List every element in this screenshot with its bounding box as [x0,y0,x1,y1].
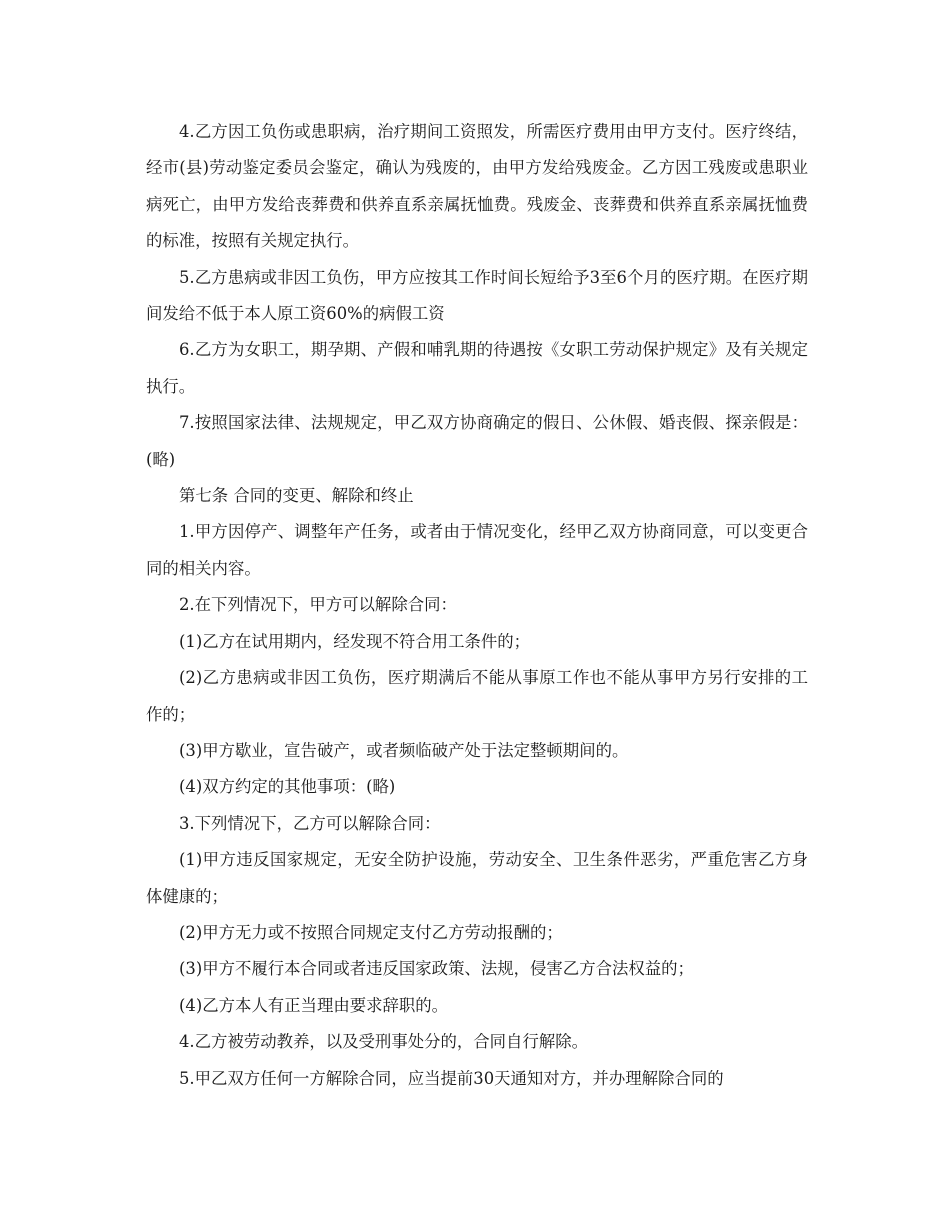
paragraph-contract-change: 1.甲方因停产、调整年产任务，或者由于情况变化，经甲乙双方协商同意，可以变更合同的相关内容。 [146,522,808,578]
list-item: (1)甲方违反国家规定，无安全防护设施，劳动安全、卫生条件恶劣，严重危害乙方身体健康的； [146,850,808,906]
document-body [146,114,808,1097]
list-item: (3)甲方不履行本合同或者违反国家政策、法规，侵害乙方合法权益的； [179,959,694,979]
paragraph-employer-termination: 2.在下列情况下，甲方可以解除合同： [179,595,457,615]
list-item: (4)乙方本人有正当理由要求辞职的。 [179,995,449,1015]
paragraph-work-injury: 4.乙方因工负伤或患职病，治疗期间工资照发，所需医疗费用由甲方支付。医疗终结，经市(县)劳动鉴定委员会鉴定，确认为残废的，由甲方发给残废金。乙方因工残废或患职业病死亡，由甲方发给丧葬费和供养直系亲属抚恤费。残废金、丧葬费和供养直系亲属抚恤费的标准，按照有关规定执行。 [146,122,808,251]
paragraph-automatic-termination: 4.乙方被劳动教养，以及受刑事处分的，合同自行解除。 [179,1032,589,1052]
list-item: (2)乙方患病或非因工负伤，医疗期满后不能从事原工作也不能从事甲方另行安排的工作的； [146,668,808,724]
list-item: (1)乙方在试用期内，经发现不符合用工条件的； [179,631,531,651]
list-item: (2)甲方无力或不按照合同规定支付乙方劳动报酬的； [179,922,563,942]
paragraph-notice-period: 5.甲乙双方任何一方解除合同，应当提前30天通知对方，并办理解除合同的 [179,1068,724,1088]
paragraph-female-workers: 6.乙方为女职工，期孕期、产假和哺乳期的待遇按《女职工劳动保护规定》及有关规定执行。 [146,340,808,396]
paragraph-employee-termination: 3.下列情况下，乙方可以解除合同： [179,813,441,833]
list-item: (4)双方约定的其他事项：(略) [179,777,396,797]
paragraph-sick-leave: 5.乙方患病或非因工负伤，甲方应按其工作时间长短给予3至6个月的医疗期。在医疗期间发给不低于本人原工资60%的病假工资 [146,267,808,324]
section-heading-article-7: 第七条 合同的变更、解除和终止 [179,486,414,506]
list-item: (3)甲方歇业，宣告破产，或者频临破产处于法定整顿期间的。 [179,740,629,760]
paragraph-holidays: 7.按照国家法律、法规规定，甲乙双方协商确定的假日、公休假、婚丧假、探亲假是：(略) [146,413,808,469]
